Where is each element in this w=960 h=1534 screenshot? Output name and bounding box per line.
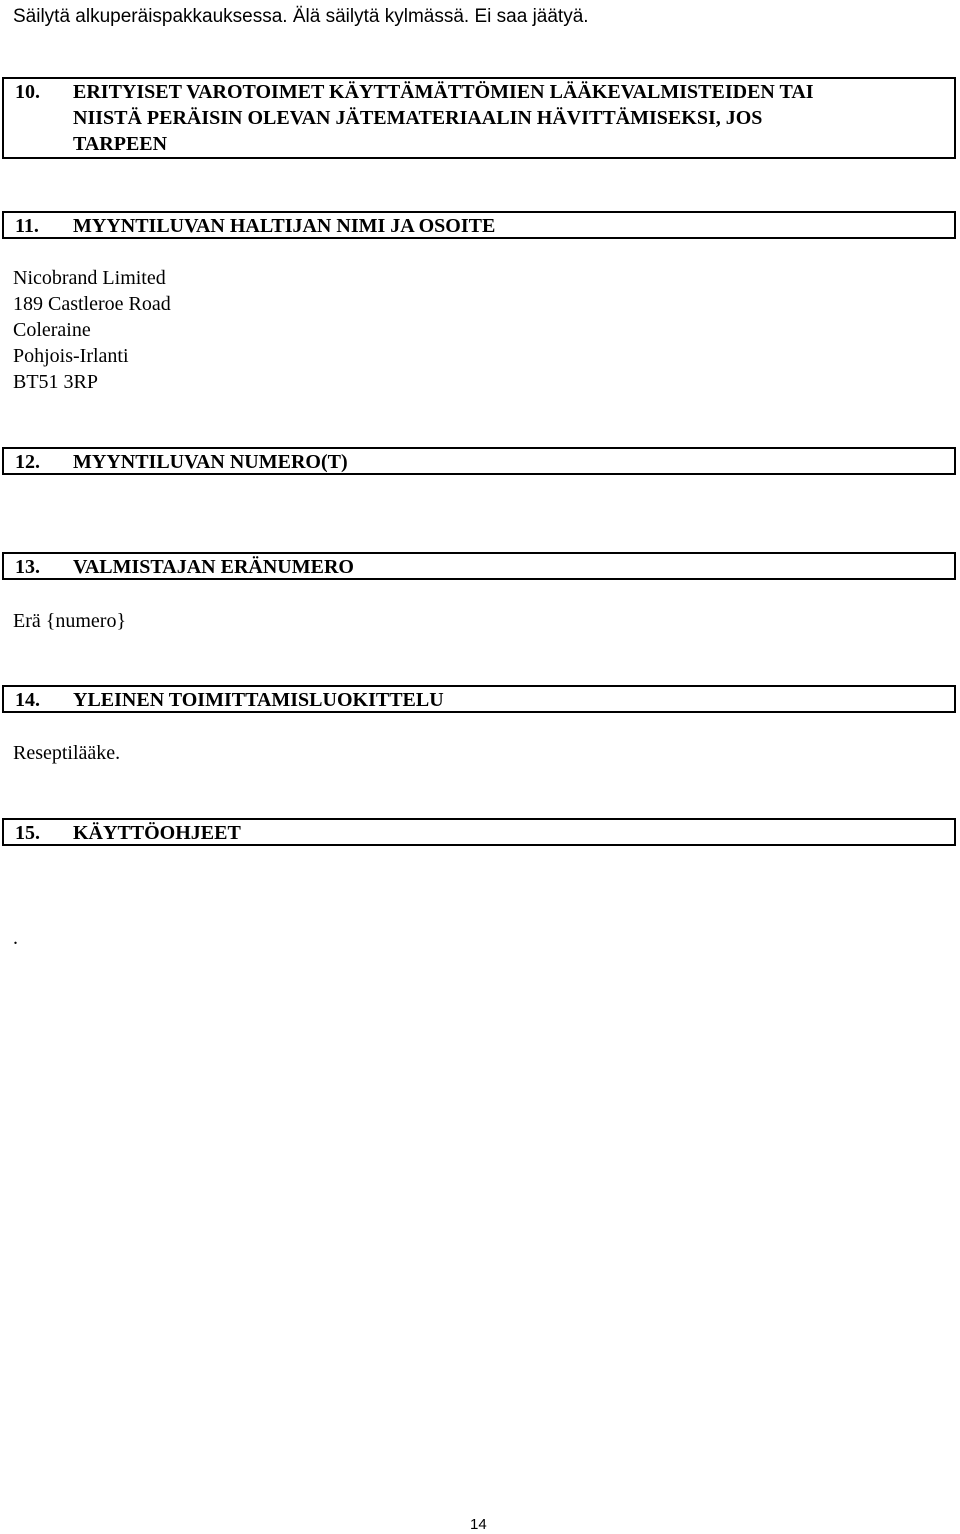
section-title: KÄYTTÖOHJEET: [73, 822, 241, 844]
batch-number-text: Erä {numero}: [13, 610, 127, 632]
section-number: 12.: [15, 451, 40, 473]
section-title: MYYNTILUVAN HALTIJAN NIMI JA OSOITE: [73, 215, 496, 237]
section-10-heading: [2, 77, 956, 159]
address-line: Nicobrand Limited: [13, 267, 166, 289]
address-line: Pohjois-Irlanti: [13, 345, 129, 367]
address-line: 189 Castleroe Road: [13, 293, 171, 315]
section-14-heading: [2, 685, 956, 713]
section-13-heading: [2, 552, 956, 580]
section-title: [73, 79, 953, 157]
section-number: 10.: [15, 81, 40, 103]
storage-instructions: Säilytä alkuperäispakkauksessa. Älä säilytä kylmässä. Ei saa jäätyä.: [13, 6, 589, 27]
section-title: MYYNTILUVAN NUMERO(T): [73, 451, 348, 473]
section-number: 13.: [15, 556, 40, 578]
page-number-label: 14: [470, 1516, 487, 1533]
section-title: YLEINEN TOIMITTAMISLUOKITTELU: [73, 689, 444, 711]
section-title: VALMISTAJAN ERÄNUMERO: [73, 556, 354, 578]
section-title-line: TARPEEN: [73, 133, 168, 155]
section-12-heading: [2, 447, 956, 475]
section-11-heading: [2, 211, 956, 239]
section-15-heading: [2, 818, 956, 846]
section-title-line: NIISTÄ PERÄISIN OLEVAN JÄTEMATERIAALIN HÄVITTÄMISEKSI, JOS: [73, 107, 763, 129]
address-line: BT51 3RP: [13, 371, 99, 393]
section-number: 11.: [15, 215, 39, 237]
instructions-text: .: [13, 927, 18, 949]
section-number: 15.: [15, 822, 40, 844]
address-line: Coleraine: [13, 319, 91, 341]
classification-text: Reseptilääke.: [13, 742, 121, 764]
section-title-line: ERITYISET VAROTOIMET KÄYTTÄMÄTTÖMIEN LÄÄKEVALMISTEIDEN TAI: [73, 81, 814, 103]
section-number: 14.: [15, 689, 40, 711]
